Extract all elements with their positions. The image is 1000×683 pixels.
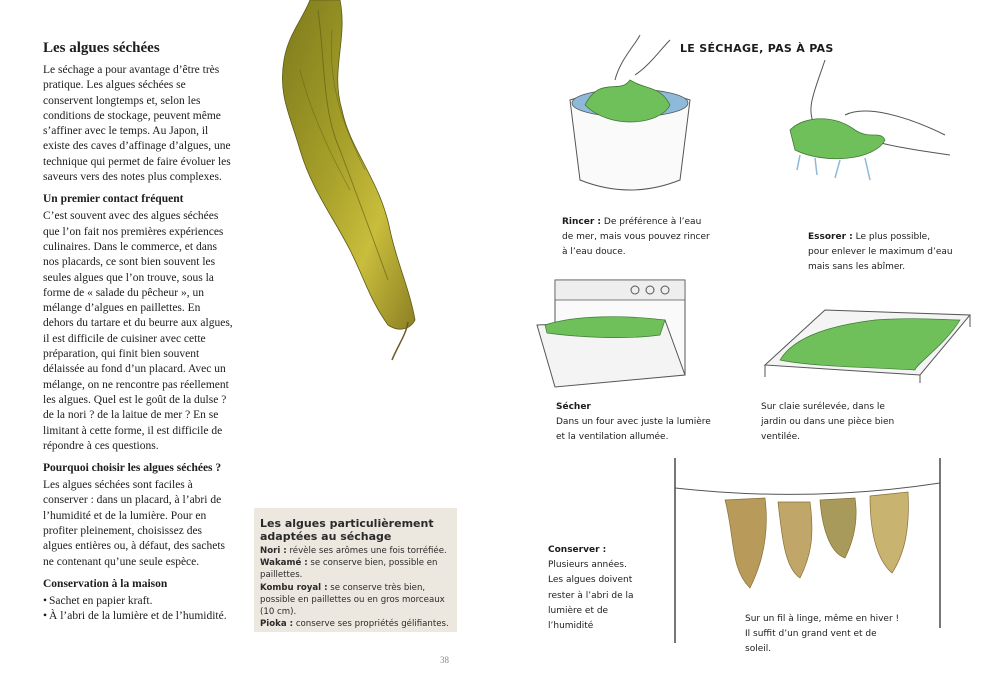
- section-heading-first-contact: Un premier contact fréquent: [43, 193, 184, 206]
- box-item-nori: Nori : révèle ses arômes une fois torréfiée.: [260, 546, 447, 556]
- left-column: [43, 40, 233, 625]
- storage-item: • À l’abri de la lumière et de l’humidité.: [43, 609, 233, 624]
- section-heading-storage: Conservation à la maison: [43, 577, 168, 590]
- caption-claie: Sur claie surélevée, dans le jardin ou dans une pièce bien ventilée.: [761, 402, 895, 443]
- caption-rincer: Rincer : De préférence à l’eau de mer, mais vous pouvez rincer à l’eau douce.: [562, 217, 710, 258]
- intro-paragraph: Le séchage a pour avantage d’être très pratique. Les algues séchées se conservent longtemps et, selon les conditions de stockage, peuvent même s’affiner avec le temps. Au Japon, il existe des caves d’affinage d’algues, une technique qui permet de faire évoluer les saveurs vers des notes plus complexes.: [43, 64, 231, 184]
- box-title: Les algues particulièrement adaptées au séchage: [260, 517, 434, 543]
- storage-item: • Sachet en papier kraft.: [43, 594, 233, 609]
- rinse-bowl-illustration: [560, 35, 700, 200]
- why-dried-paragraph: Les algues séchées sont faciles à conserver : dans un placard, à l’abri de l’humidité et de la lumière. Pour en profiter pleinement, choisissez des algues entières ou, à défaut, des sachets ne contenant qu’une seule espèce.: [43, 479, 226, 568]
- drying-rack-illustration: [755, 305, 975, 385]
- page-number: 38: [440, 655, 449, 665]
- dried-seaweed-illustration: [270, 0, 430, 370]
- caption-fil-a-linge: Sur un fil à linge, même en hiver ! Il suffit d’un grand vent et de soleil.: [745, 614, 900, 655]
- oven-illustration: [535, 275, 695, 395]
- caption-conserver: Conserver : Plusieurs années. Les algues doivent rester à l’abri de la lumière et de l’humidité: [548, 545, 634, 632]
- box-item-wakame: Wakamé : se conserve bien, possible en paillettes.: [260, 558, 438, 581]
- caption-secher: Sécher Dans un four avec juste la lumière et la ventilation allumée.: [556, 402, 711, 443]
- section-heading-why-dried: Pourquoi choisir les algues séchées ?: [43, 462, 222, 475]
- page-title: Les algues séchées: [43, 40, 160, 56]
- first-contact-paragraph: C’est souvent avec des algues séchées que l’on fait nos premières expériences culinaires. Dans le commerce, et dans nos placards, ce sont bien souvent les seules algues que l’on trouve, sous la forme de « salade du pêcheur », un mélange d’algues en paillettes. En dehors du tartare et du beurre aux algues, il est difficile de cuisiner avec cette préparation, qui finit bien souvent délaissée au fond d’un placard. Avec un mélange, on ne rencontre pas réellement les algues. Quel est le goût de la dulse ? de la nori ? de la laitue de mer ? En se limitant à cette forme, il est difficile de répondre à ces questions.: [43, 210, 233, 452]
- box-item-kombu: Kombu royal : se conserve très bien, possible en paillettes ou en gros morceaux (10 cm).: [260, 582, 445, 618]
- caption-essorer: Essorer : Le plus possible, pour enlever le maximum d’eau mais sans les abîmer.: [808, 232, 953, 273]
- box-item-pioka: Pioka : conserve ses propriétés gélifiantes.: [260, 619, 449, 630]
- storage-list: [43, 594, 233, 625]
- wring-hands-illustration: [785, 60, 955, 195]
- adapted-algae-box: [254, 508, 457, 632]
- steps-heading: LE SÉCHAGE, PAS À PAS: [680, 42, 834, 55]
